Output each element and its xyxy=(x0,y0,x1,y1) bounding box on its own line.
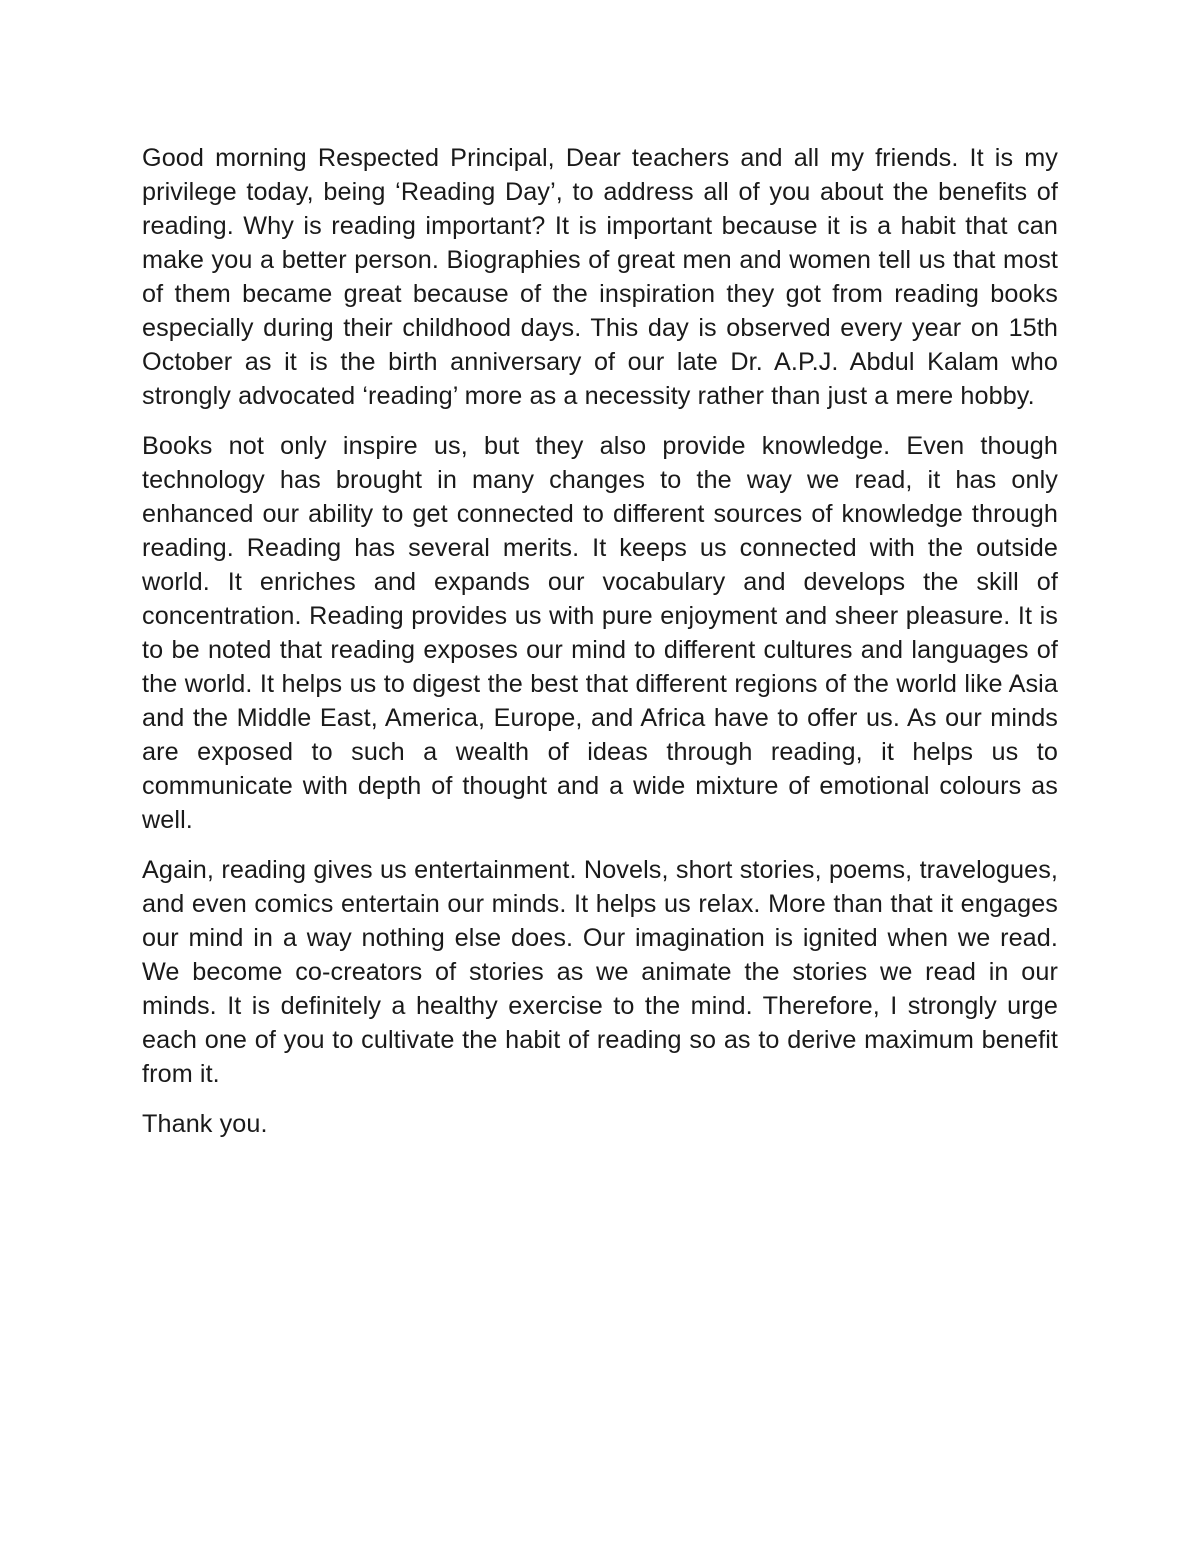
document-body xyxy=(142,141,1058,1157)
paragraph-knowledge: Books not only inspire us, but they also provide knowledge. Even though technology has brought in many changes to the way we read, it has only enhanced our ability to get connected to different sources of knowledge through reading. Reading has several merits. It keeps us connected with the outside world. It enriches and expands our vocabulary and develops the skill of concentration. Reading provides us with pure enjoyment and sheer pleasure. It is to be noted that reading exposes our mind to different cultures and languages of the world. It helps us to digest the best that different regions of the world like Asia and the Middle East, America, Europe, and Africa have to offer us. As our minds are exposed to such a wealth of ideas through reading, it helps us to communicate with depth of thought and a wide mixture of emotional colours as well. xyxy=(142,432,1058,834)
paragraph-entertainment: Again, reading gives us entertainment. Novels, short stories, poems, travelogues, and even comics entertain our minds. It helps us relax. More than that it engages our mind in a way nothing else does. Our imagination is ignited when we read. We become co-creators of stories as we animate the stories we read in our minds. It is definitely a healthy exercise to the mind. Therefore, I strongly urge each one of you to cultivate the habit of reading so as to derive maximum benefit from it. xyxy=(142,856,1058,1088)
paragraph-closing: Thank you. xyxy=(142,1110,268,1138)
paragraph-intro: Good morning Respected Principal, Dear teachers and all my friends. It is my privilege today, being ‘Reading Day’, to address all of you about the benefits of reading. Why is reading important? It is important because it is a habit that can make you a better person. Biographies of great men and women tell us that most of them became great because of the inspiration they got from reading books especially during their childhood days. This day is observed every year on 15th October as it is the birth anniversary of our late Dr. A.P.J. Abdul Kalam who strongly advocated ‘reading’ more as a necessity rather than just a mere hobby. xyxy=(142,144,1058,410)
